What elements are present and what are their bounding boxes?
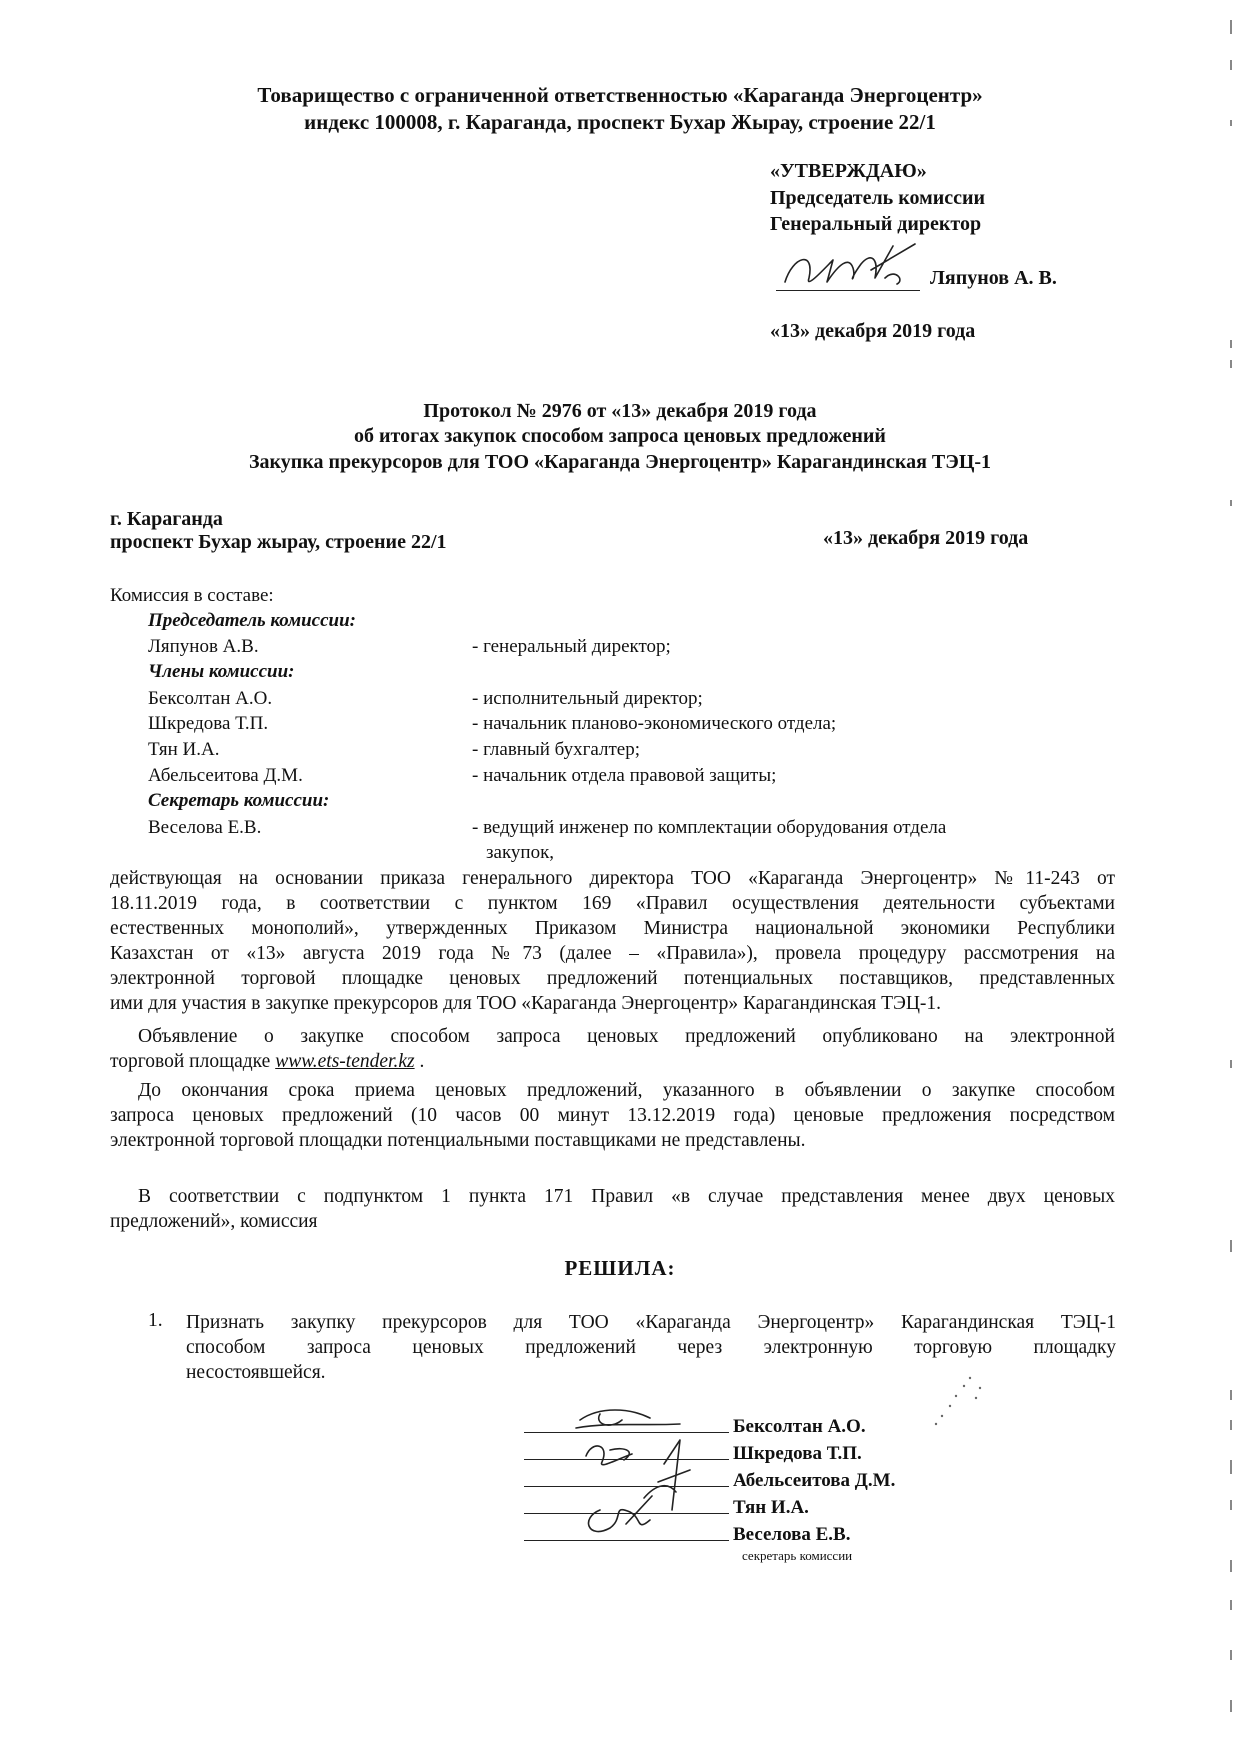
- paragraph-line: запроса ценовых предложений (10 часов 00 минут 13.12.2019 года) ценовые предложения посредством: [110, 1105, 1115, 1126]
- approval-signer-name: Ляпунов А. В.: [930, 267, 1057, 289]
- chair-role: - генеральный директор;: [472, 636, 671, 657]
- paragraph-line: действующая на основании приказа генерального директора ТОО «Караганда Энергоцентр» №11-243 от: [110, 868, 1115, 889]
- paragraph-line: электронной торговой площадки потенциальными поставщиками не представлены.: [110, 1130, 806, 1151]
- signer-name: Тян И.А.: [733, 1497, 809, 1518]
- secretary-heading: Секретарь комиссии:: [148, 790, 330, 811]
- paragraph-line-with-link: [110, 1049, 1115, 1074]
- organization-address: индекс 100008, г. Караганда, проспект Бухар Жырау, строение 22/1: [304, 110, 936, 134]
- signature-line: [524, 1459, 729, 1460]
- members-heading: Члены комиссии:: [148, 661, 295, 682]
- signer-name: Веселова Е.В.: [733, 1524, 851, 1545]
- procurement-subject: Закупка прекурсоров для ТОО «Караганда Энергоцентр» Карагандинская ТЭЦ-1: [248, 451, 992, 473]
- approval-role-chair: Председатель комиссии: [770, 187, 986, 209]
- place-city: г. Караганда: [110, 508, 223, 530]
- secretary-role: - ведущий инженер по комплектации оборудования отдела: [472, 817, 947, 838]
- members-signatures: [540, 1400, 750, 1550]
- secretary-name: Веселова Е.В.: [148, 817, 262, 838]
- paragraph-line: Признать закупку прекурсоров для ТОО «Караганда Энергоцентр» Карагандинская ТЭЦ-1: [186, 1312, 1116, 1333]
- paragraph-line: 18.11.2019 года, в соответствии с пунктом 169 «Правил осуществления деятельности субъектами: [110, 893, 1115, 914]
- signature-line: [524, 1432, 729, 1433]
- director-signature: [775, 238, 935, 296]
- approval-date: «13» декабря 2019 года: [770, 320, 976, 342]
- member-name: Тян И.А.: [148, 739, 220, 760]
- place-date: «13» декабря 2019 года: [823, 527, 1029, 549]
- chair-heading: Председатель комиссии:: [148, 610, 356, 631]
- paragraph-line: способом запроса ценовых предложений через электронную торговую площадку: [186, 1337, 1116, 1358]
- announcement-paragraph: [110, 1024, 1115, 1074]
- ets-tender-link[interactable]: www.ets-tender.kz: [275, 1051, 415, 1072]
- signature-line: [524, 1540, 729, 1541]
- signer-name: Абельсеитова Д.М.: [733, 1470, 896, 1491]
- rule-paragraph: [110, 1184, 1115, 1234]
- director-signature-line: [776, 290, 920, 291]
- member-role: - главный бухгалтер;: [472, 739, 640, 760]
- commission-intro: Комиссия в составе:: [110, 585, 274, 606]
- paragraph-line: Объявление о закупке способом запроса ценовых предложений опубликовано на электронной: [138, 1026, 1115, 1047]
- decision-item-number: 1.: [148, 1310, 163, 1331]
- member-name: Бексолтан А.О.: [148, 688, 273, 709]
- approval-role-director: Генеральный директор: [770, 213, 982, 235]
- member-role: - начальник отдела правовой защиты;: [472, 765, 777, 786]
- paragraph-line: предложений», комиссия: [110, 1211, 318, 1232]
- member-name: Абельсеитова Д.М.: [148, 765, 303, 786]
- paragraph-line: До окончания срока приема ценовых предложений, указанного в объявлении о закупке способом: [138, 1080, 1115, 1101]
- organization-name: Товарищество с ограниченной ответственностью «Караганда Энергоцентр»: [257, 83, 983, 107]
- protocol-title: Протокол № 2976 от «13» декабря 2019 года: [423, 400, 817, 422]
- paragraph-line: Казахстан от «13» августа 2019 года №73 (далее – «Правила»), провела процедуру рассмотрения на: [110, 943, 1115, 964]
- text-fragment: .: [414, 1051, 425, 1072]
- decision-heading: РЕШИЛА:: [564, 1256, 676, 1280]
- basis-paragraph: [110, 866, 1115, 1016]
- member-role: - начальник планово-экономического отдела;: [472, 713, 837, 734]
- paragraph-line: В соответствии с подпунктом 1 пункта 171 Правил «в случае представления менее двух ценовых: [138, 1186, 1115, 1207]
- paragraph-line: естественных монополий», утвержденных Приказом Министра национальной экономики Республики: [110, 918, 1115, 939]
- signature-line: [524, 1486, 729, 1487]
- secretary-role-continued: закупок,: [486, 842, 555, 863]
- paragraph-line: ими для участия в закупке прекурсоров для ТОО «Караганда Энергоцентр» Карагандинская ТЭЦ-1.: [110, 993, 942, 1014]
- paragraph-line: несостоявшейся.: [186, 1362, 326, 1383]
- signer-name: Бексолтан А.О.: [733, 1416, 866, 1437]
- text-fragment: торговой площадке: [110, 1051, 276, 1072]
- member-name: Шкредова Т.П.: [148, 713, 269, 734]
- signer-name: Шкредова Т.П.: [733, 1443, 862, 1464]
- secretary-caption: секретарь комиссии: [742, 1548, 853, 1563]
- approval-heading: «УТВЕРЖДАЮ»: [770, 160, 927, 182]
- protocol-subtitle: об итогах закупок способом запроса ценовых предложений: [354, 425, 886, 447]
- place-street: проспект Бухар жырау, строение 22/1: [110, 531, 447, 553]
- member-role: - исполнительный директор;: [472, 688, 703, 709]
- paragraph-line: электронной торговой площадке ценовых предложений потенциальных поставщиков, представленных: [110, 968, 1115, 989]
- deadline-paragraph: [110, 1078, 1115, 1153]
- chair-name: Ляпунов А.В.: [148, 636, 259, 657]
- signature-line: [524, 1513, 729, 1514]
- stamp-trace: [920, 1370, 990, 1440]
